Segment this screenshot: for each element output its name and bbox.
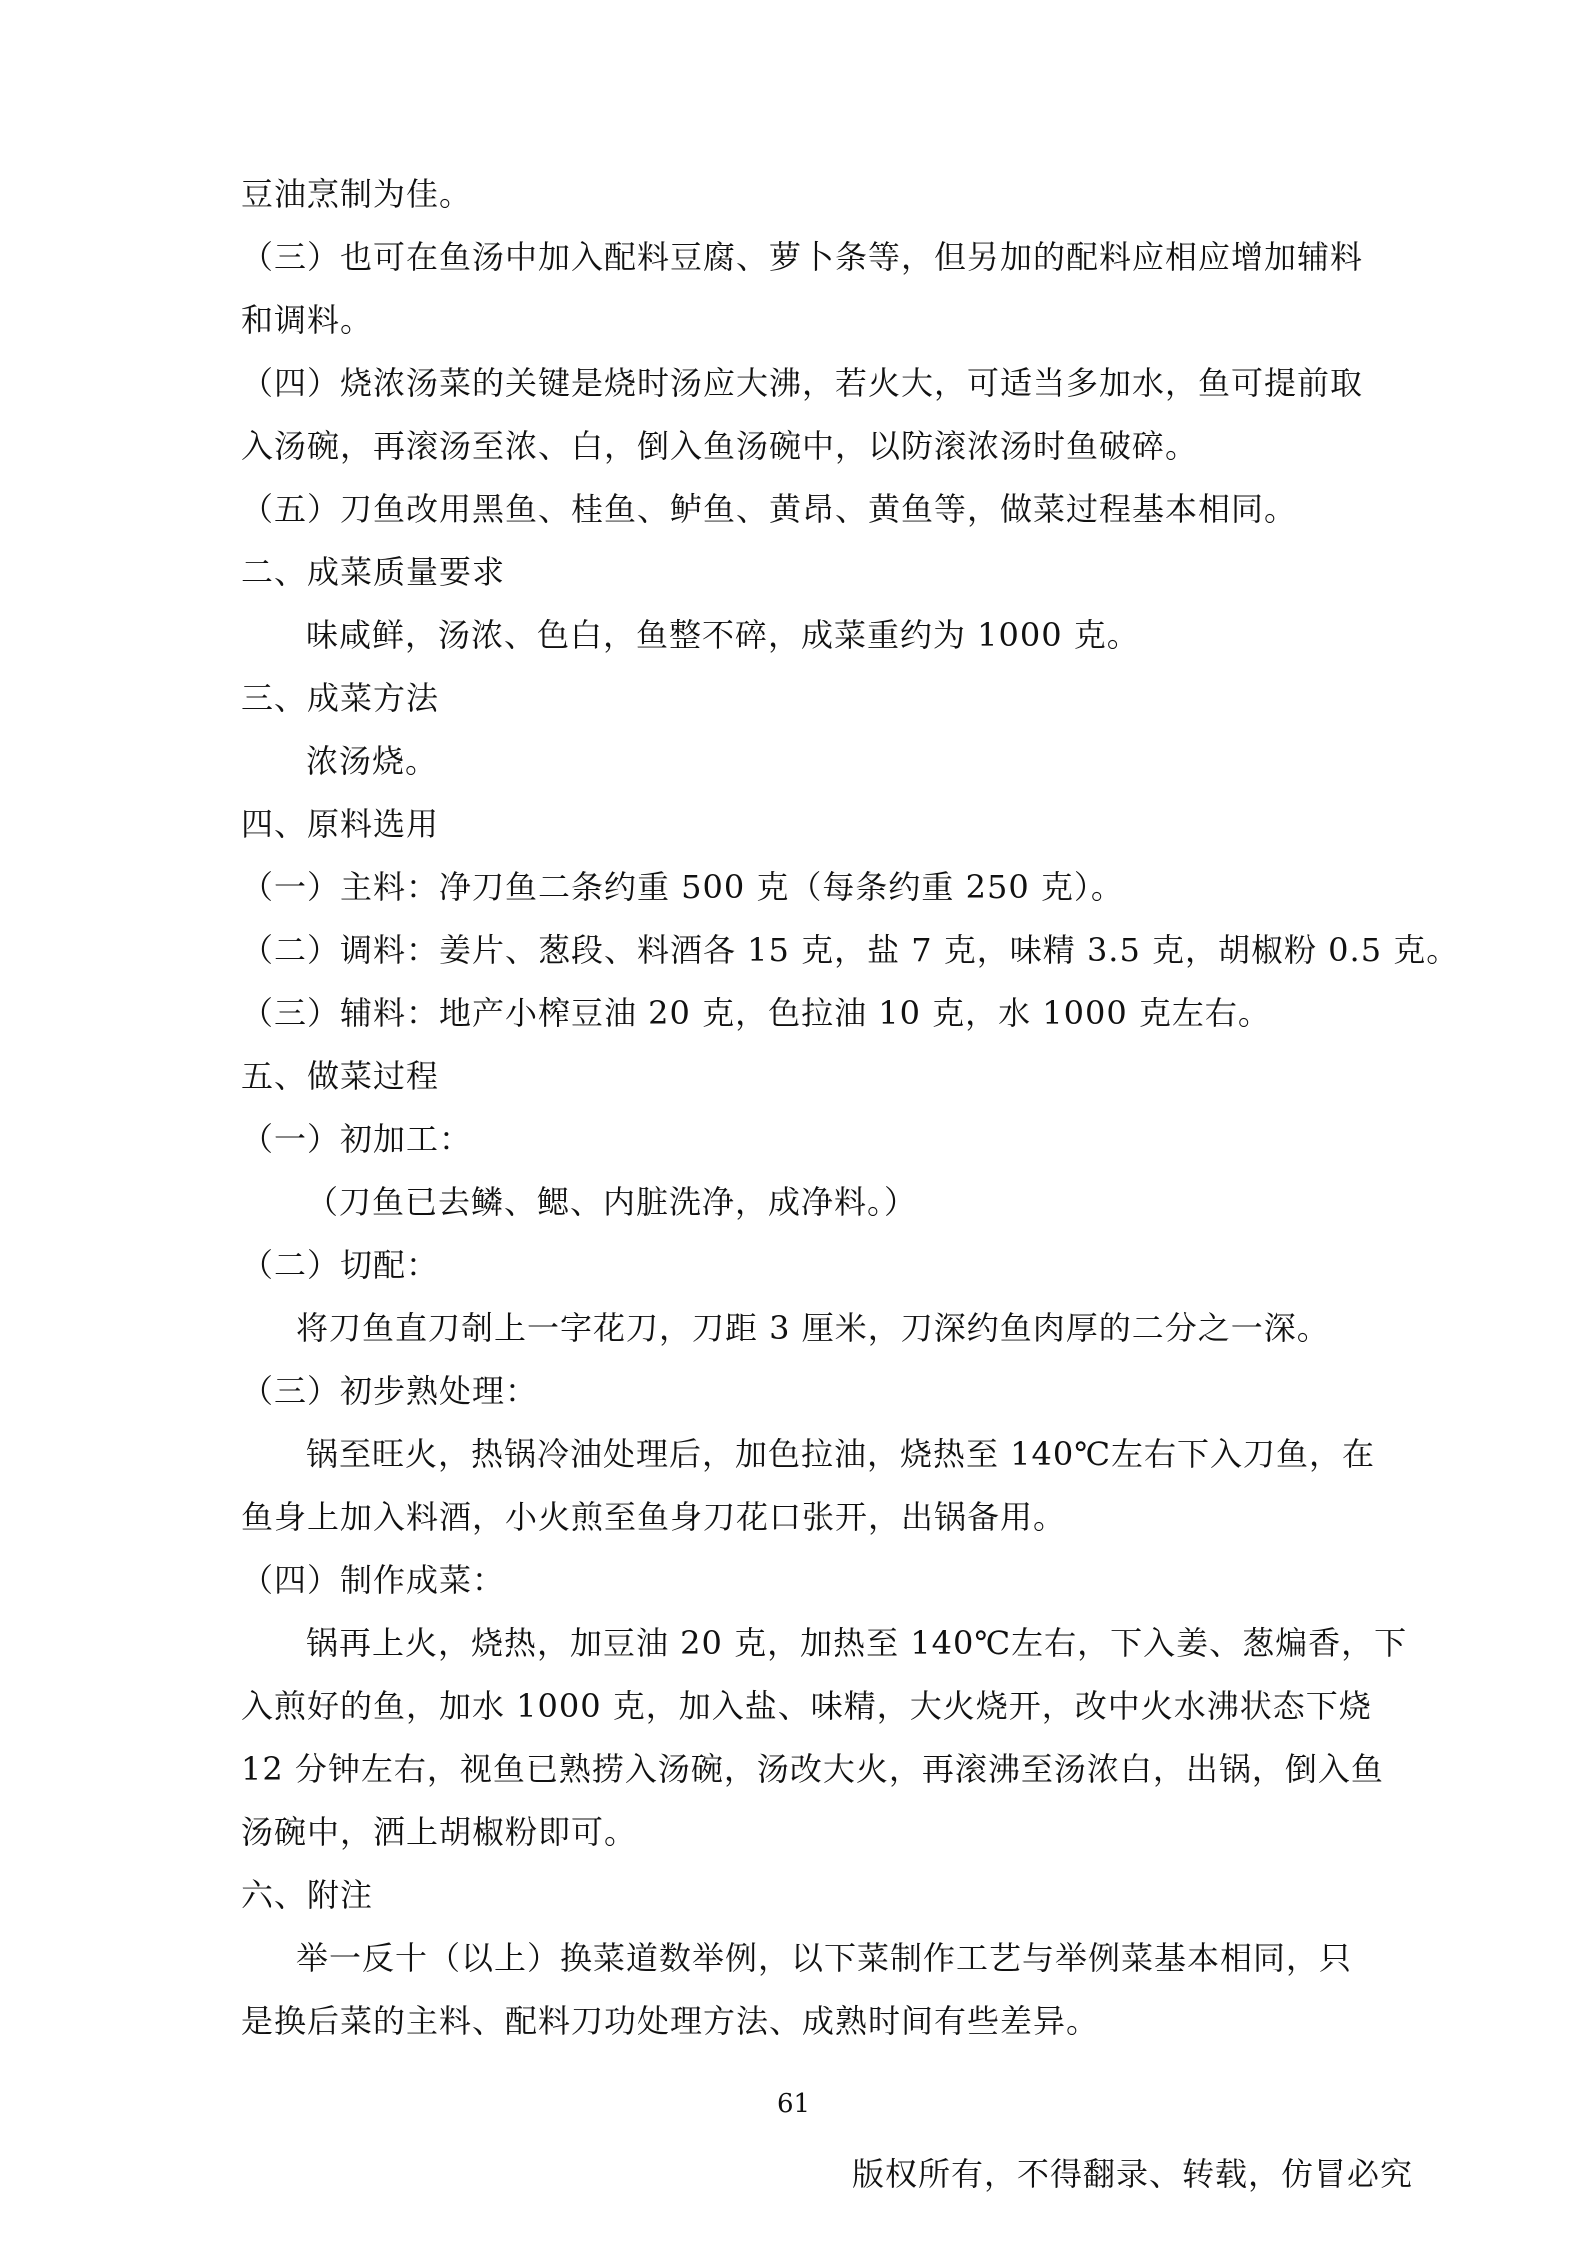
text-line: （五）刀鱼改用黑鱼、桂鱼、鲈鱼、黄昂、黄鱼等，做菜过程基本相同。 [241,490,1298,528]
text-line: 入煎好的鱼，加水 1000 克，加入盐、味精，大火烧开，改中火水沸状态下烧 [241,1687,1372,1725]
text-line: 是换后菜的主料、配料刀功处理方法、成熟时间有些差异。 [241,2002,1100,2040]
sub-heading: （三）初步熟处理： [241,1372,539,1410]
section-heading: 五、做菜过程 [241,1057,440,1095]
text-line: 12 分钟左右，视鱼已熟捞入汤碗，汤改大火，再滚沸至汤浓白，出锅，倒入鱼 [241,1750,1384,1788]
text-line: 举一反十（以上）换菜道数举例，以下菜制作工艺与举例菜基本相同，只 [296,1939,1353,1977]
text-line: 浓汤烧。 [306,742,439,780]
text-line: 味咸鲜，汤浓、色白，鱼整不碎，成菜重约为 1000 克。 [306,616,1140,654]
sub-heading: （一）初加工： [241,1120,473,1158]
text-line: 将刀鱼直刀剞上一字花刀，刀距 3 厘米，刀深约鱼肉厚的二分之一深。 [296,1309,1330,1347]
text-line: 汤碗中，洒上胡椒粉即可。 [241,1813,638,1851]
text-line: 入汤碗，再滚汤至浓、白，倒入鱼汤碗中，以防滚浓汤时鱼破碎。 [241,427,1199,465]
section-heading: 三、成菜方法 [241,679,440,717]
section-heading: 四、原料选用 [241,805,440,843]
text-line: 豆油烹制为佳。 [241,175,473,213]
text-line: （三）也可在鱼汤中加入配料豆腐、萝卜条等，但另加的配料应相应增加辅料 [241,238,1364,276]
text-line: （一）主料：净刀鱼二条约重 500 克（每条约重 250 克）。 [241,868,1124,906]
text-line: （刀鱼已去鳞、鳃、内脏洗净，成净料。） [306,1183,918,1221]
page-number: 61 [776,2089,811,2119]
text-line: 锅至旺火，热锅冷油处理后，加色拉油，烧热至 140℃左右下入刀鱼，在 [306,1435,1376,1473]
copyright-footer: 版权所有，不得翻录、转载，仿冒必究 [852,2155,1414,2193]
sub-heading: （二）切配： [241,1246,440,1284]
text-line: 鱼身上加入料酒，小火煎至鱼身刀花口张开，出锅备用。 [241,1498,1067,1536]
section-heading: 二、成菜质量要求 [241,553,506,591]
text-line: （二）调料：姜片、葱段、料酒各 15 克，盐 7 克，味精 3.5 克，胡椒粉 0.5 克。 [241,931,1460,969]
section-heading: 六、附注 [241,1876,374,1914]
text-line: 和调料。 [241,301,374,339]
text-line: 锅再上火，烧热，加豆油 20 克，加热至 140℃左右，下入姜、葱煸香，下 [306,1624,1408,1662]
sub-heading: （四）制作成菜： [241,1561,506,1599]
text-line: （四）烧浓汤菜的关键是烧时汤应大沸，若火大，可适当多加水，鱼可提前取 [241,364,1364,402]
text-line: （三）辅料：地产小榨豆油 20 克，色拉油 10 克，水 1000 克左右。 [241,994,1271,1032]
